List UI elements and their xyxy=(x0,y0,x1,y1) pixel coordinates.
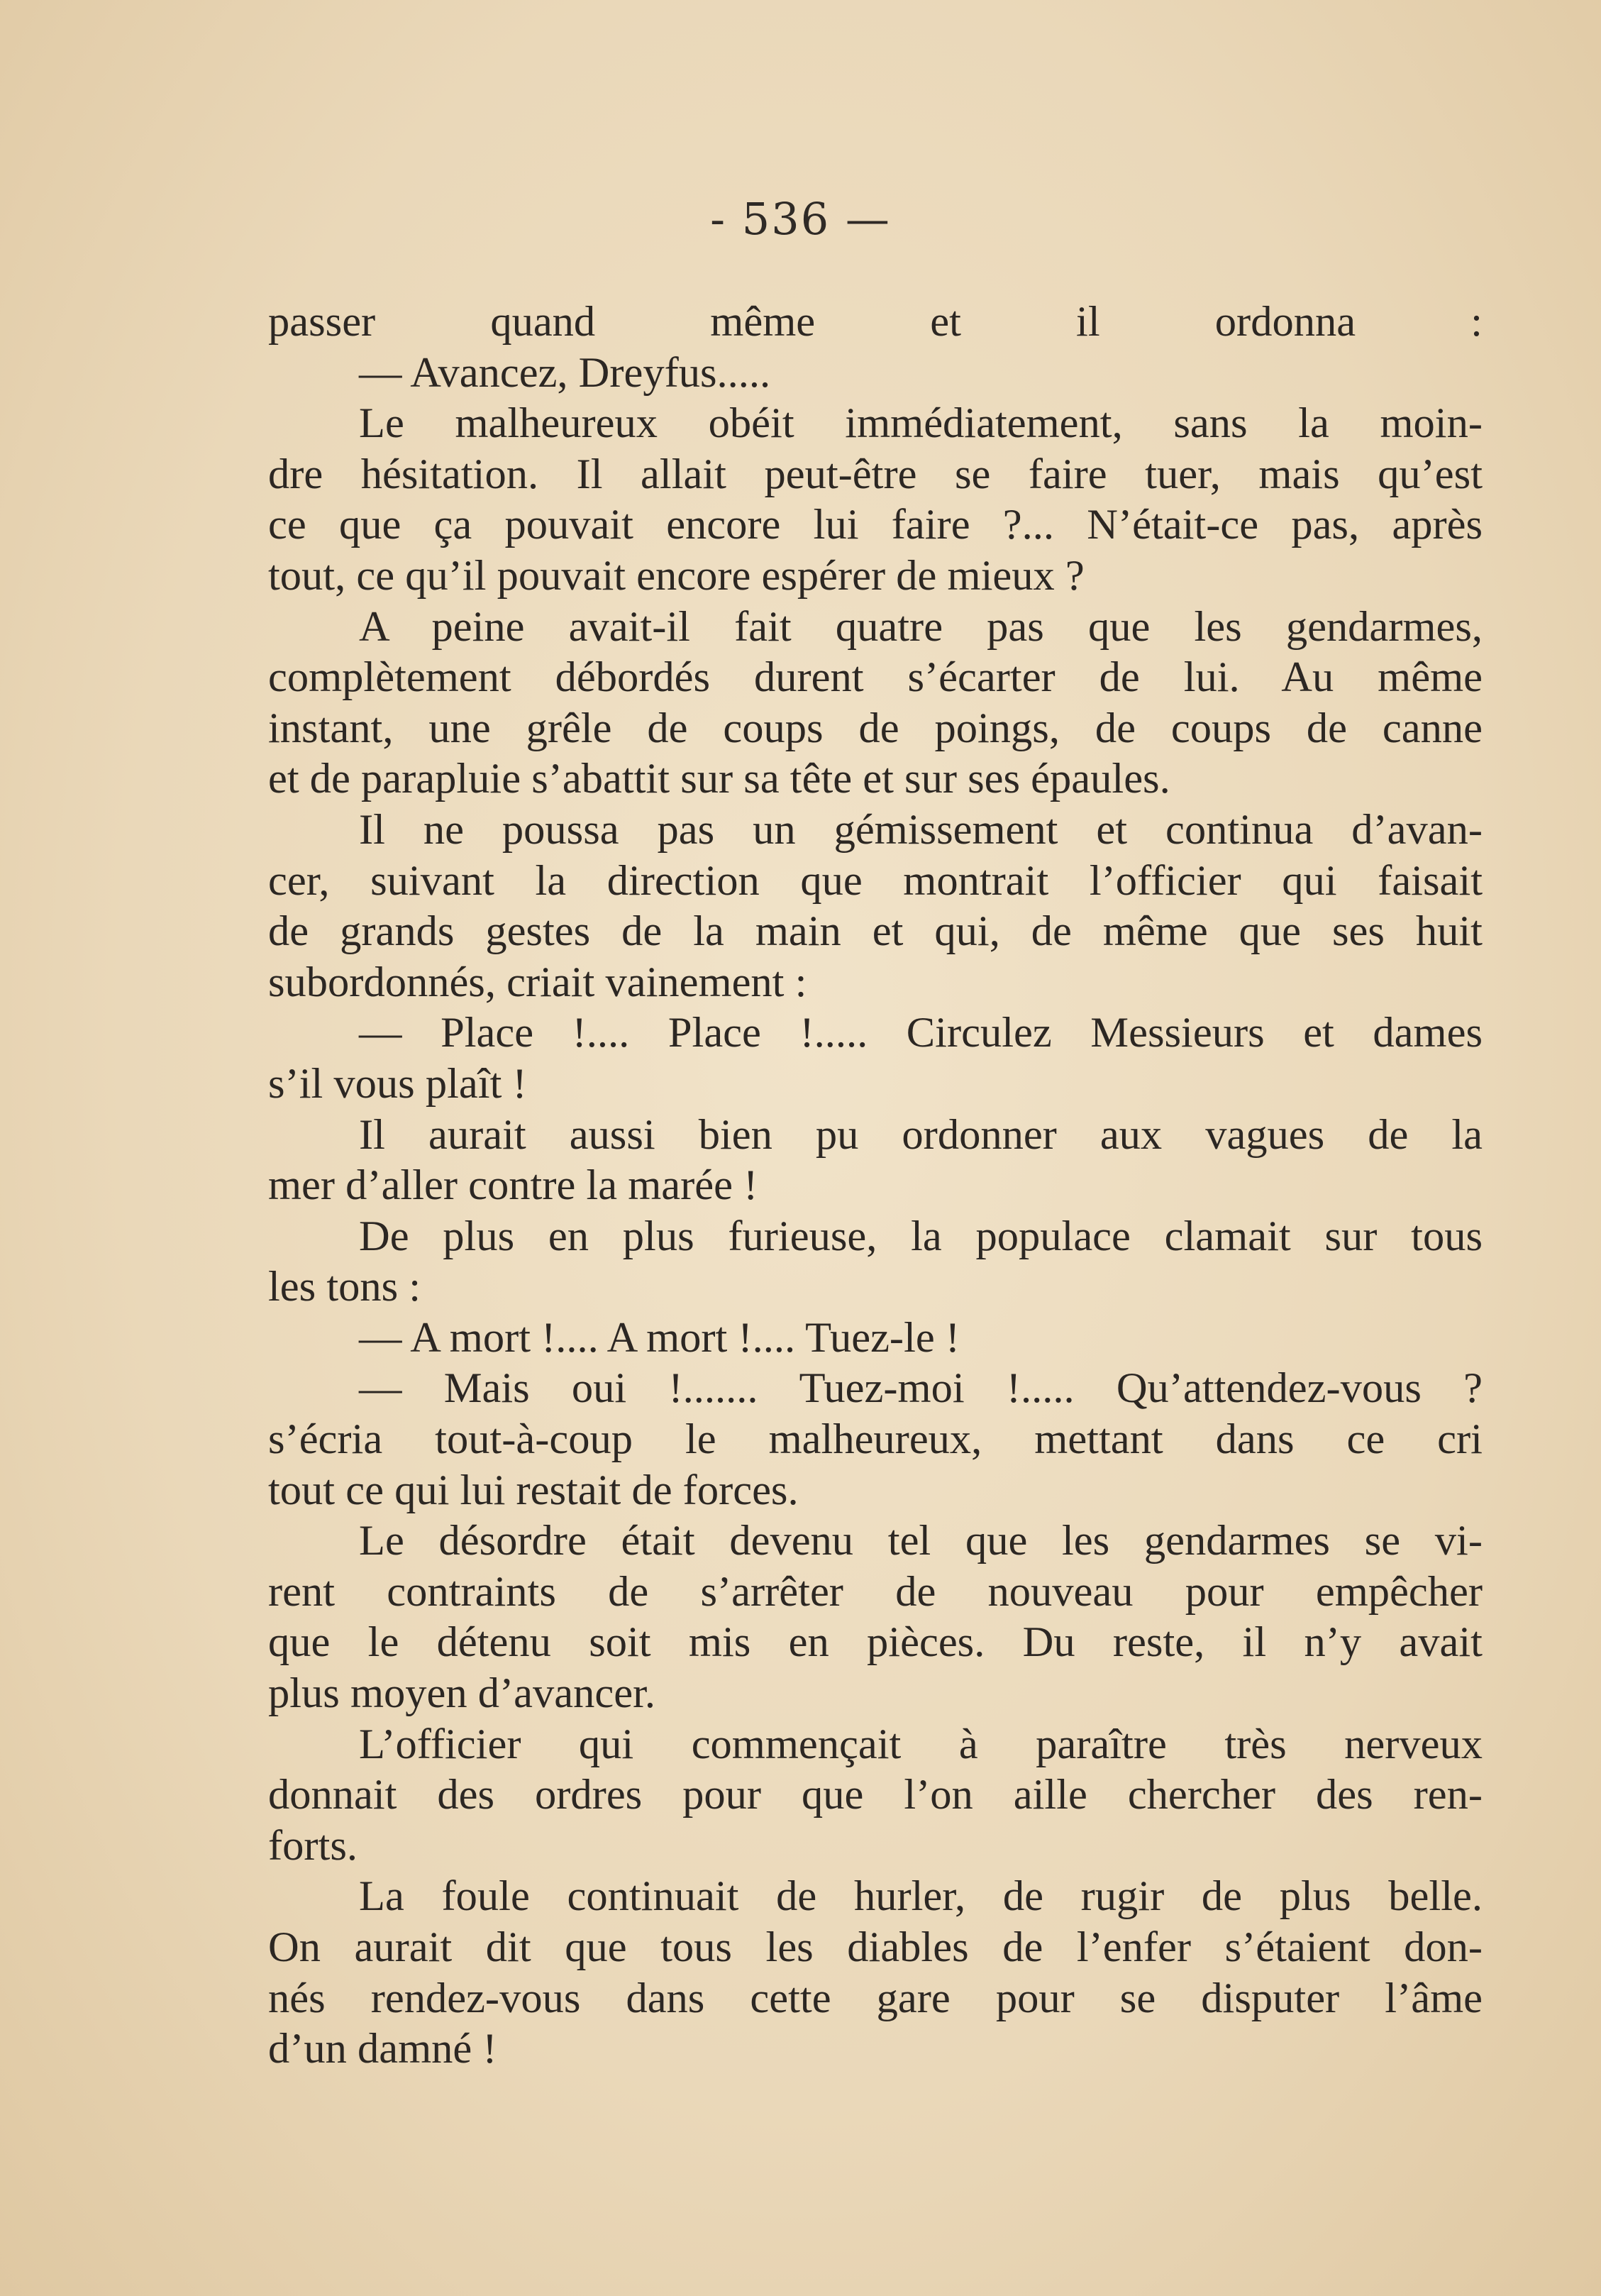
text-line: plus moyen d’avancer. xyxy=(268,1669,656,1718)
text-line: Le malheureux obéit immédiatement, sans la moin- xyxy=(359,399,1483,448)
text-line: — A mort !.... A mort !.... Tuez-le ! xyxy=(359,1313,960,1362)
text-line: tout, ce qu’il pouvait encore espérer de mieux ? xyxy=(268,551,1085,600)
text-line: forts. xyxy=(268,1821,358,1870)
text-line: ce que ça pouvait encore lui faire ?... N’était-ce pas, après xyxy=(268,501,1483,549)
text-line: que le détenu soit mis en pièces. Du reste, il n’y avait xyxy=(268,1618,1483,1667)
text-line: complètement débordés durent s’écarter de lui. Au même xyxy=(268,653,1483,702)
text-line: de grands gestes de la main et qui, de même que ses huit xyxy=(268,907,1483,956)
text-line: — Mais oui !....... Tuez-moi !..... Qu’attendez-vous ? xyxy=(359,1364,1483,1413)
text-line: L’officier qui commençait à paraître très nerveux xyxy=(359,1720,1483,1768)
text-line: instant, une grêle de coups de poings, de coups de canne xyxy=(268,704,1483,752)
text-line: s’il vous plaît ! xyxy=(268,1059,527,1108)
text-line: De plus en plus furieuse, la populace clamait sur tous xyxy=(359,1212,1483,1260)
text-line: dre hésitation. Il allait peut-être se faire tuer, mais qu’est xyxy=(268,450,1483,498)
body-text xyxy=(268,297,1483,2075)
text-line: rent contraints de s’arrêter de nouveau pour empêcher xyxy=(268,1567,1483,1616)
text-line: cer, suivant la direction que montrait l’officier qui faisait xyxy=(268,856,1483,905)
text-line: A peine avait-il fait quatre pas que les gendarmes, xyxy=(359,602,1483,651)
text-line: d’un damné ! xyxy=(268,2025,497,2073)
text-line: nés rendez-vous dans cette gare pour se disputer l’âme xyxy=(268,1974,1483,2022)
text-line: donnait des ordres pour que l’on aille chercher des ren- xyxy=(268,1771,1483,1819)
text-line: subordonnés, criait vainement : xyxy=(268,958,807,1006)
text-line: La foule continuait de hurler, de rugir de plus belle. xyxy=(359,1872,1483,1921)
text-line: et de parapluie s’abattit sur sa tête et sur ses épaules. xyxy=(268,755,1170,803)
text-line: mer d’aller contre la marée ! xyxy=(268,1161,758,1210)
page-number: - 536 — xyxy=(710,193,891,245)
text-line: s’écria tout-à-coup le malheureux, mettant dans ce cri xyxy=(268,1415,1483,1464)
text-line: — Place !.... Place !..... Circulez Messieurs et dames xyxy=(359,1009,1483,1057)
text-line: les tons : xyxy=(268,1263,421,1311)
text-line: Le désordre était devenu tel que les gendarmes se vi- xyxy=(359,1517,1483,1565)
text-line: tout ce qui lui restait de forces. xyxy=(268,1466,799,1514)
text-line: passer quand même et il ordonna : xyxy=(268,298,1483,346)
text-line: Il ne poussa pas un gémissement et continua d’avan- xyxy=(359,805,1483,854)
text-line: Il aurait aussi bien pu ordonner aux vagues de la xyxy=(359,1110,1483,1159)
text-line: — Avancez, Dreyfus..... xyxy=(359,348,771,397)
text-line: On aurait dit que tous les diables de l’enfer s’étaient don- xyxy=(268,1924,1483,1971)
